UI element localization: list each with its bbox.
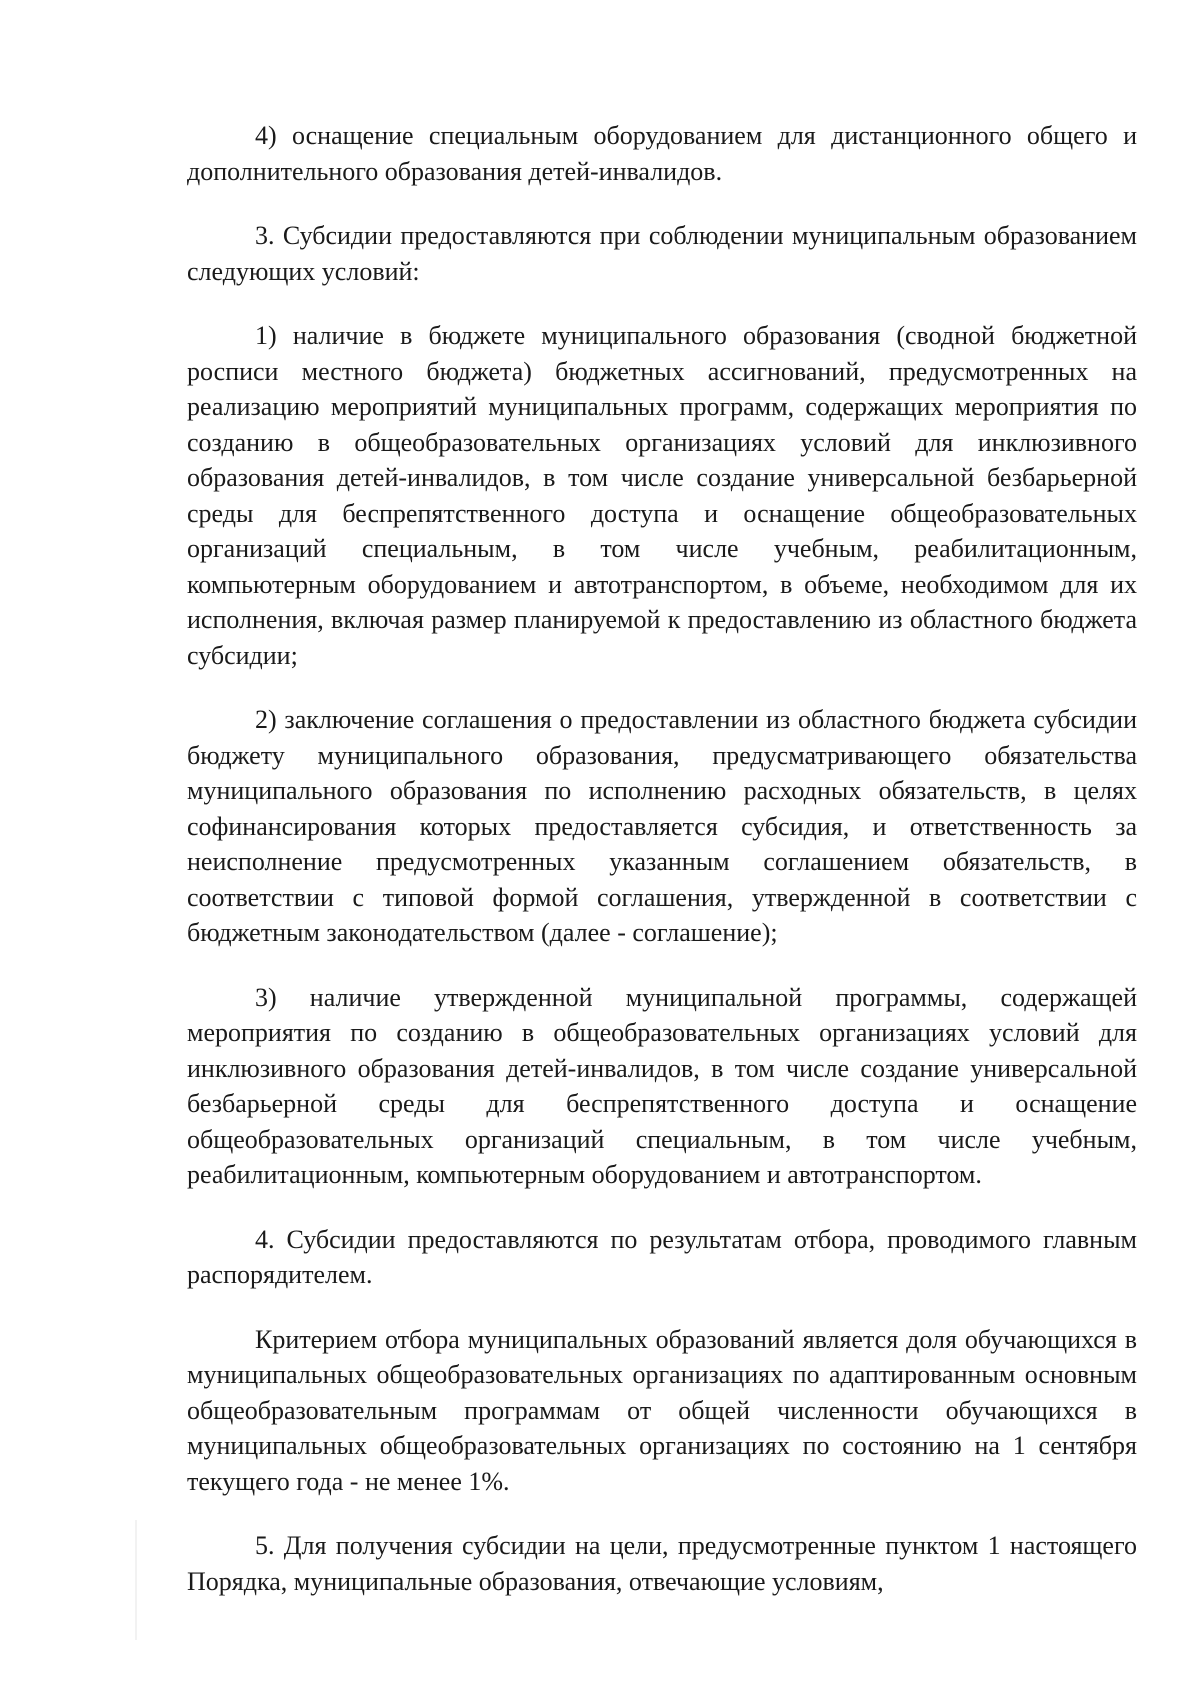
paragraph-condition-1: 1) наличие в бюджете муниципального образования (сводной бюджетной росписи местного бюджета) бюджетных ассигнований, предусмотренных на реализацию мероприятий муниципальных программ, содержащих мероприятия по созданию в общеобразовательных организациях условий для инклюзивного образования детей-инвалидов, в том числе создание универсальной безбарьерной среды для беспрепятственного доступа и оснащение общеобразовательных организаций специальным, в том числе учебным, реабилитационным, компьютерным оборудованием и автотранспортом, в объеме, необходимом для их исполнения, включая размер планируемой к предоставлению из областного бюджета субсидии; — [187, 321, 1137, 670]
paragraph-section-3: 3. Субсидии предоставляются при соблюдении муниципальным образованием следующих условий: — [187, 221, 1137, 286]
paragraph-condition-2: 2) заключение соглашения о предоставлении из областного бюджета субсидии бюджету муниципального образования, предусматривающего обязательства муниципального образования по исполнению расходных обязательств, в целях софинансирования которых предоставляется субсидия, и ответственность за неисполнение предусмотренных указанным соглашением обязательств, в соответствии с типовой формой соглашения, утвержденной в соответствии с бюджетным законодательством (далее - соглашение); — [187, 705, 1137, 947]
paragraph-selection-criterion: Критерием отбора муниципальных образований является доля обучающихся в муниципальных общеобразовательных организациях по адаптированным основным общеобразовательным программам от общей численности обучающихся в муниципальных общеобразовательных организациях по состоянию на 1 сентября текущего года - не менее 1%. — [187, 1324, 1137, 1496]
scan-edge-mark — [135, 1520, 137, 1640]
document-page — [187, 118, 1137, 1599]
paragraph-condition-3: 3) наличие утвержденной муниципальной программы, содержащей мероприятия по созданию в общеобразовательных организациях условий для инклюзивного образования детей-инвалидов, в том числе создание универсальной безбарьерной среды для беспрепятственного доступа и оснащение общеобразовательных организаций специальным, в том числе учебным, реабилитационным, компьютерным оборудованием и автотранспортом. — [187, 982, 1137, 1189]
paragraph-item-4: 4) оснащение специальным оборудованием для дистанционного общего и дополнительного образования детей-инвалидов. — [187, 121, 1137, 186]
paragraph-section-4: 4. Субсидии предоставляются по результатам отбора, проводимого главным распорядителем. — [187, 1224, 1137, 1289]
paragraph-section-5: 5. Для получения субсидии на цели, предусмотренные пунктом 1 настоящего Порядка, муниципальные образования, отвечающие условиям, — [187, 1531, 1137, 1596]
